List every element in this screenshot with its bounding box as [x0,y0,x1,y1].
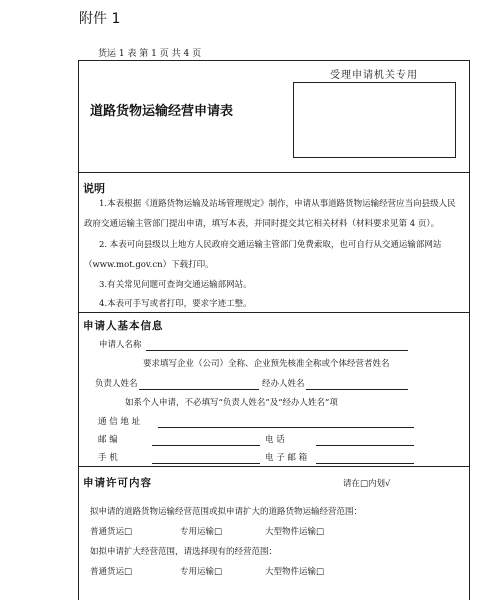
email-label: 电 子 邮 箱 [265,453,308,463]
note-line: 3.有关常见问题可查询交通运输部网站。 [99,280,252,290]
address-field[interactable] [158,427,414,428]
note-line: 1.本表根据《道路货物运输及站场管理规定》制作，申请从事道路货物运输经营应当向县级人民 [99,199,456,209]
mobile-field[interactable] [152,463,260,464]
agent-name-field[interactable] [306,389,408,390]
personal-applicant-hint: 如系个人申请，不必填写“负责人姓名”及“经办人姓名”项 [125,398,338,408]
agent-name-label: 经办人姓名 [262,379,305,389]
notes-title: 说明 [83,182,105,195]
permit-section-title: 申请许可内容 [83,477,152,489]
page-info: 货运 1 表 第 1 页 共 4 页 [98,49,202,59]
applicant-name-hint: 要求填写企业（公司）全称、企业预先核准全称或个体经营者姓名 [143,359,390,369]
leader-name-field[interactable] [139,389,259,390]
office-use-box [293,82,456,158]
leader-name-label: 负责人姓名 [95,379,138,389]
phone-field[interactable] [316,445,414,446]
scope-question: 拟申请的道路货物运输经营范围或拟申请扩大的道路货物运输经营范围： [90,507,363,517]
existing-option-general[interactable]: 普通货运□ [90,567,133,577]
scope-option-large[interactable]: 大型物件运输□ [265,527,325,537]
divider-applicant-permit [78,466,470,467]
note-line: （www.mot.gov.cn）下载打印。 [84,260,214,270]
phone-label: 电 话 [265,435,285,445]
postcode-label: 邮 编 [98,435,118,445]
note-line: 4.本表可手写或者打印，要求字迹工整。 [99,299,252,309]
office-use-label: 受理申请机关专用 [330,70,418,81]
divider-title-notes [78,172,470,173]
applicant-section-title: 申请人基本信息 [83,320,164,332]
divider-notes-applicant [78,312,470,313]
expand-question: 如拟申请扩大经营范围，请选择现有的经营范围： [90,547,278,557]
scope-option-special[interactable]: 专用运输□ [180,527,223,537]
annex-label: 附件 1 [79,11,121,27]
scope-option-general[interactable]: 普通货运□ [90,527,133,537]
address-label: 通 信 地 址 [98,417,141,427]
existing-option-large[interactable]: 大型物件运输□ [265,567,325,577]
email-field[interactable] [316,463,414,464]
note-line: 政府交通运输主管部门提出申请，填写本表，并同时提交其它相关材料（材料要求见第 4 页）。 [84,219,440,229]
form-title: 道路货物运输经营申请表 [90,104,234,119]
note-line: 2. 本表可向县级以上地方人民政府交通运输主管部门免费索取，也可自行从交通运输部网站 [99,240,442,250]
applicant-name-label: 申请人名称 [99,340,142,350]
mobile-label: 手 机 [98,453,118,463]
existing-option-special[interactable]: 专用运输□ [180,567,223,577]
tick-hint: 请在□内划√ [343,479,391,489]
postcode-field[interactable] [152,445,260,446]
applicant-name-field[interactable] [146,350,408,351]
